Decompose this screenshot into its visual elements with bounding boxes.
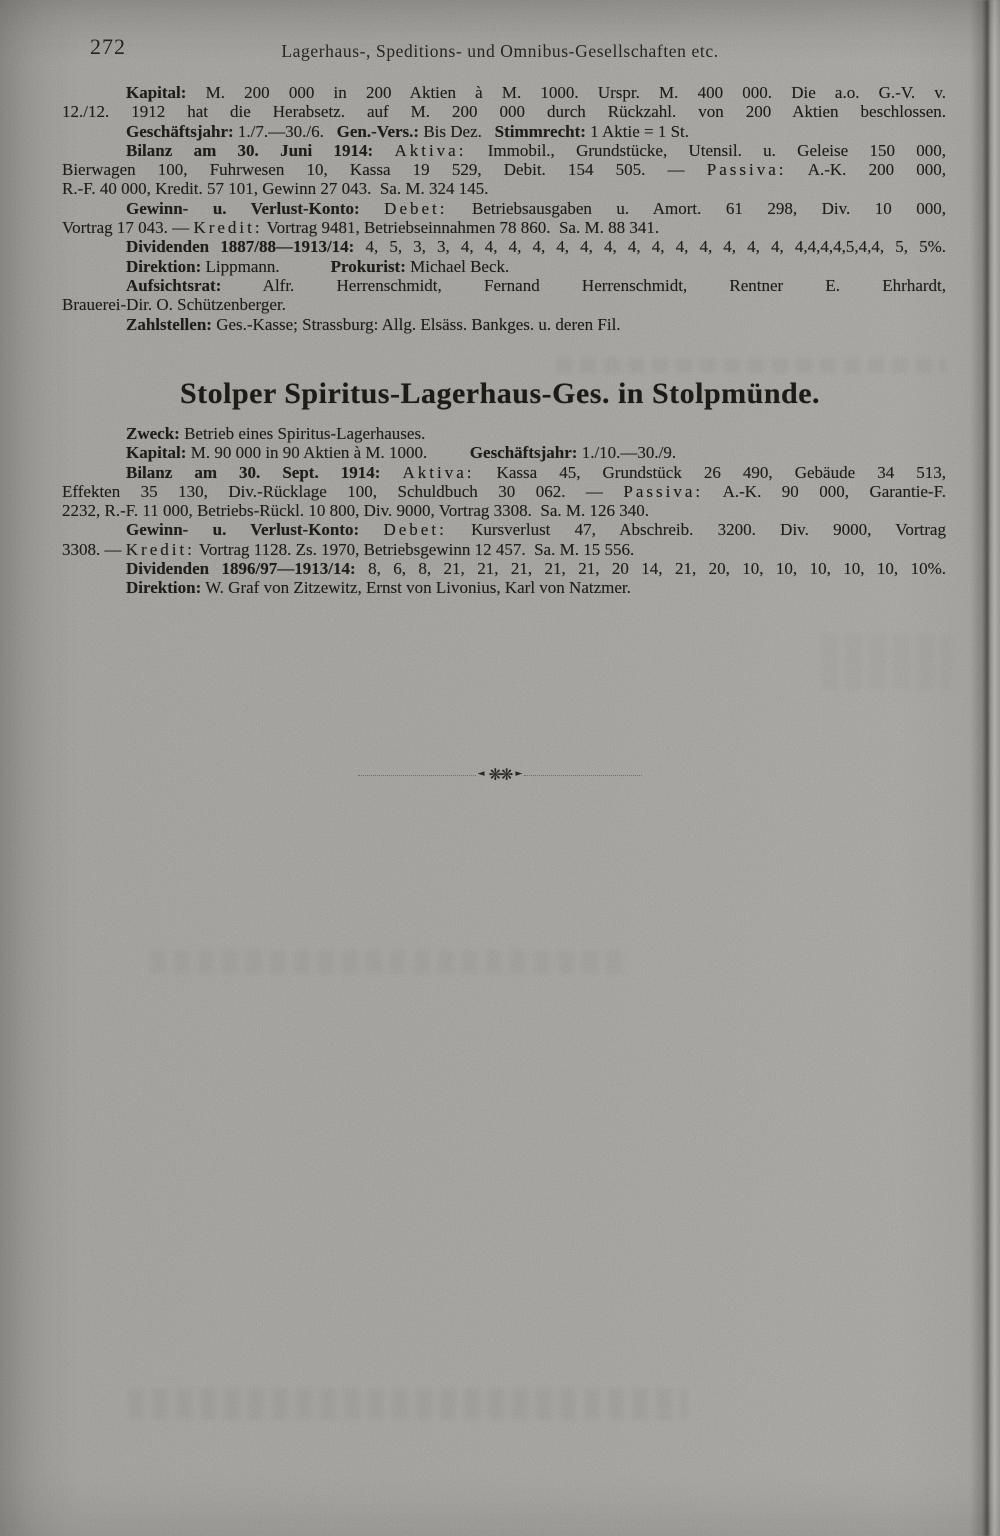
text-line (62, 540, 946, 559)
text-line (62, 501, 946, 520)
text-segment (360, 199, 385, 218)
text-line (62, 122, 946, 141)
text-segment: Kapital: (126, 443, 187, 463)
bleedthrough-smudge (822, 634, 952, 690)
text-line (62, 559, 946, 578)
company-heading-stolper: Stolper Spiritus-Lagerhaus-Ges. in Stolpmünde. (179, 377, 821, 410)
text-line (62, 295, 946, 314)
text-segment: Kapital: (126, 83, 187, 102)
company-entry-first (62, 83, 946, 334)
divider-rule-right (524, 775, 642, 776)
section-divider (0, 763, 1000, 787)
text-segment: Aktiva: (394, 140, 467, 160)
text-segment: Kredit: (125, 539, 195, 559)
text-segment: Betrieb eines Spiritus-Lagerhauses. (179, 424, 426, 443)
text-segment: A.-K. 90 000, Garantie-F. (703, 481, 946, 501)
text-segment: 1 Aktie = 1 St. (585, 121, 690, 141)
text-segment: Debet: (383, 520, 447, 540)
text-segment: Kursverlust 47, Abschreib. 3200. Div. 9000, Vortrag (446, 520, 946, 540)
bleedthrough-smudge (128, 1388, 688, 1420)
text-segment: Geschäftsjahr: (469, 443, 578, 463)
text-segment: Vortrag 17 043. — (62, 218, 194, 238)
text-segment: Bilanz am 30. Sept. 1914: (126, 462, 381, 482)
text-line (62, 443, 946, 462)
text-segment: Ges.-Kasse; Strassburg: Allg. Elsäss. Bankges. u. deren Fil. (211, 314, 621, 334)
text-segment: Bis Dez. (419, 121, 495, 141)
text-segment: Betriebsausgaben u. Amort. 61 298, Div. 10 000, (447, 198, 946, 218)
text-segment: Immobil., Grundstücke, Utensil. u. Geleise 150 000, (466, 140, 946, 160)
text-segment: Kredit: (193, 218, 263, 238)
text-segment: Bierwagen 100, Fuhrwesen 10, Kassa 19 529, Debit. 154 505. — (62, 160, 707, 180)
text-segment: Effekten 35 130, Div.-Rücklage 100, Schuldbuch 30 062. — (62, 481, 624, 501)
text-segment: Gen.-Vers.: (336, 121, 420, 141)
text-segment: 1./7.—30./6. (233, 121, 337, 141)
text-segment: 8, 6, 8, 21, 21, 21, 21, 21, 20 14, 21, 20, 10, 10, 10, 10, 10, 10%. (355, 559, 946, 579)
divider-rule-left (358, 775, 476, 776)
text-segment: Vortrag 9481, Betriebseinnahmen 78 860. Sa. M. 88 341. (262, 218, 660, 238)
text-line (62, 218, 946, 237)
divider-arrow-left-icon: ◄ (477, 768, 485, 779)
text-segment: Passiva: (623, 481, 704, 501)
text-segment: Bilanz am 30. Juni 1914: (126, 140, 374, 160)
text-segment: 12./12. 1912 hat die Herabsetz. auf M. 200 000 durch Rückzahl. von 200 Aktien beschlossen. (62, 102, 946, 122)
text-segment: Michael Beck. (405, 256, 510, 276)
text-segment: Zweck: (126, 424, 180, 443)
text-segment: Aktiva: (402, 462, 475, 482)
text-line (62, 237, 946, 256)
text-line (62, 578, 946, 597)
text-segment (380, 463, 402, 482)
text-segment: Gewinn- u. Verlust-Konto: (126, 198, 360, 218)
text-line (62, 520, 946, 539)
text-line (62, 83, 946, 102)
text-line (62, 463, 946, 482)
text-segment (359, 520, 383, 539)
text-segment: Zahlstellen: (126, 314, 212, 334)
text-segment: A.-K. 200 000, (786, 160, 947, 180)
text-segment: Debet: (384, 198, 448, 218)
text-segment: Kassa 45, Grundstück 26 490, Gebäude 34 513, (474, 462, 946, 482)
text-segment: Vortrag 1128. Zs. 1970, Betriebsgewinn 12 457. Sa. M. 15 556. (194, 539, 635, 559)
text-segment: Lippmann. (201, 256, 331, 276)
text-line (62, 160, 946, 179)
text-line (62, 199, 946, 218)
text-line (62, 315, 946, 334)
divider-rosette-icon: ❋❋ (488, 765, 512, 784)
text-line (62, 102, 946, 121)
text-segment (373, 141, 394, 160)
text-segment: Stimmrecht: (494, 121, 586, 141)
text-line (62, 276, 946, 295)
bleedthrough-smudge (150, 950, 630, 974)
text-segment: Passiva: (706, 160, 787, 180)
text-line (62, 482, 946, 501)
text-segment: Brauerei-Dir. O. Schützenberger. (62, 295, 286, 315)
company-entry-stolper (62, 424, 946, 598)
text-segment: Aufsichtsrat: (126, 275, 222, 295)
running-title: Lagerhaus-, Speditions- und Omnibus-Gesellschaften etc. (281, 41, 719, 61)
text-segment: 1./10.—30./9. (577, 443, 677, 463)
text-segment: Dividenden 1887/88—1913/14: (126, 237, 355, 257)
text-segment: Gewinn- u. Verlust-Konto: (126, 520, 360, 540)
page-number: 272 (90, 34, 126, 59)
text-segment: Prokurist: (330, 256, 406, 276)
text-line (62, 257, 946, 276)
divider-arrow-right-icon: ► (515, 768, 523, 779)
text-segment: R.-F. 40 000, Kredit. 57 101, Gewinn 27 043. Sa. M. 324 145. (62, 179, 489, 199)
text-segment: W. Graf von Zitzewitz, Ernst von Livonius, Karl von Natzmer. (201, 578, 631, 598)
text-segment: 3308. — (62, 539, 126, 559)
text-segment: M. 90 000 in 90 Aktien à M. 1000. (186, 443, 470, 463)
text-segment: Direktion: (126, 578, 202, 598)
text-line (62, 424, 946, 443)
text-segment: 2232, R.-F. 11 000, Betriebs-Rückl. 10 800, Div. 9000, Vortrag 3308. Sa. M. 126 340. (62, 501, 650, 521)
text-segment: M. 200 000 in 200 Aktien à M. 1000. Urspr. M. 400 000. Die a.o. G.-V. v. (186, 83, 946, 102)
text-line (62, 179, 946, 198)
text-line (62, 141, 946, 160)
text-segment: Dividenden 1896/97—1913/14: (126, 559, 356, 579)
text-segment: Geschäftsjahr: (126, 121, 234, 141)
bleedthrough-smudge (556, 358, 946, 373)
text-segment: Direktion: (126, 256, 202, 276)
text-segment: Alfr. Herrenschmidt, Fernand Herrenschmidt, Rentner E. Ehrhardt, (221, 275, 946, 295)
text-segment: 4, 5, 3, 3, 4, 4, 4, 4, 4, 4, 4, 4, 4, 4, 4, 4, 4, 4, 4,4,4,4,5,4,4, 5, 5%. (354, 237, 946, 257)
